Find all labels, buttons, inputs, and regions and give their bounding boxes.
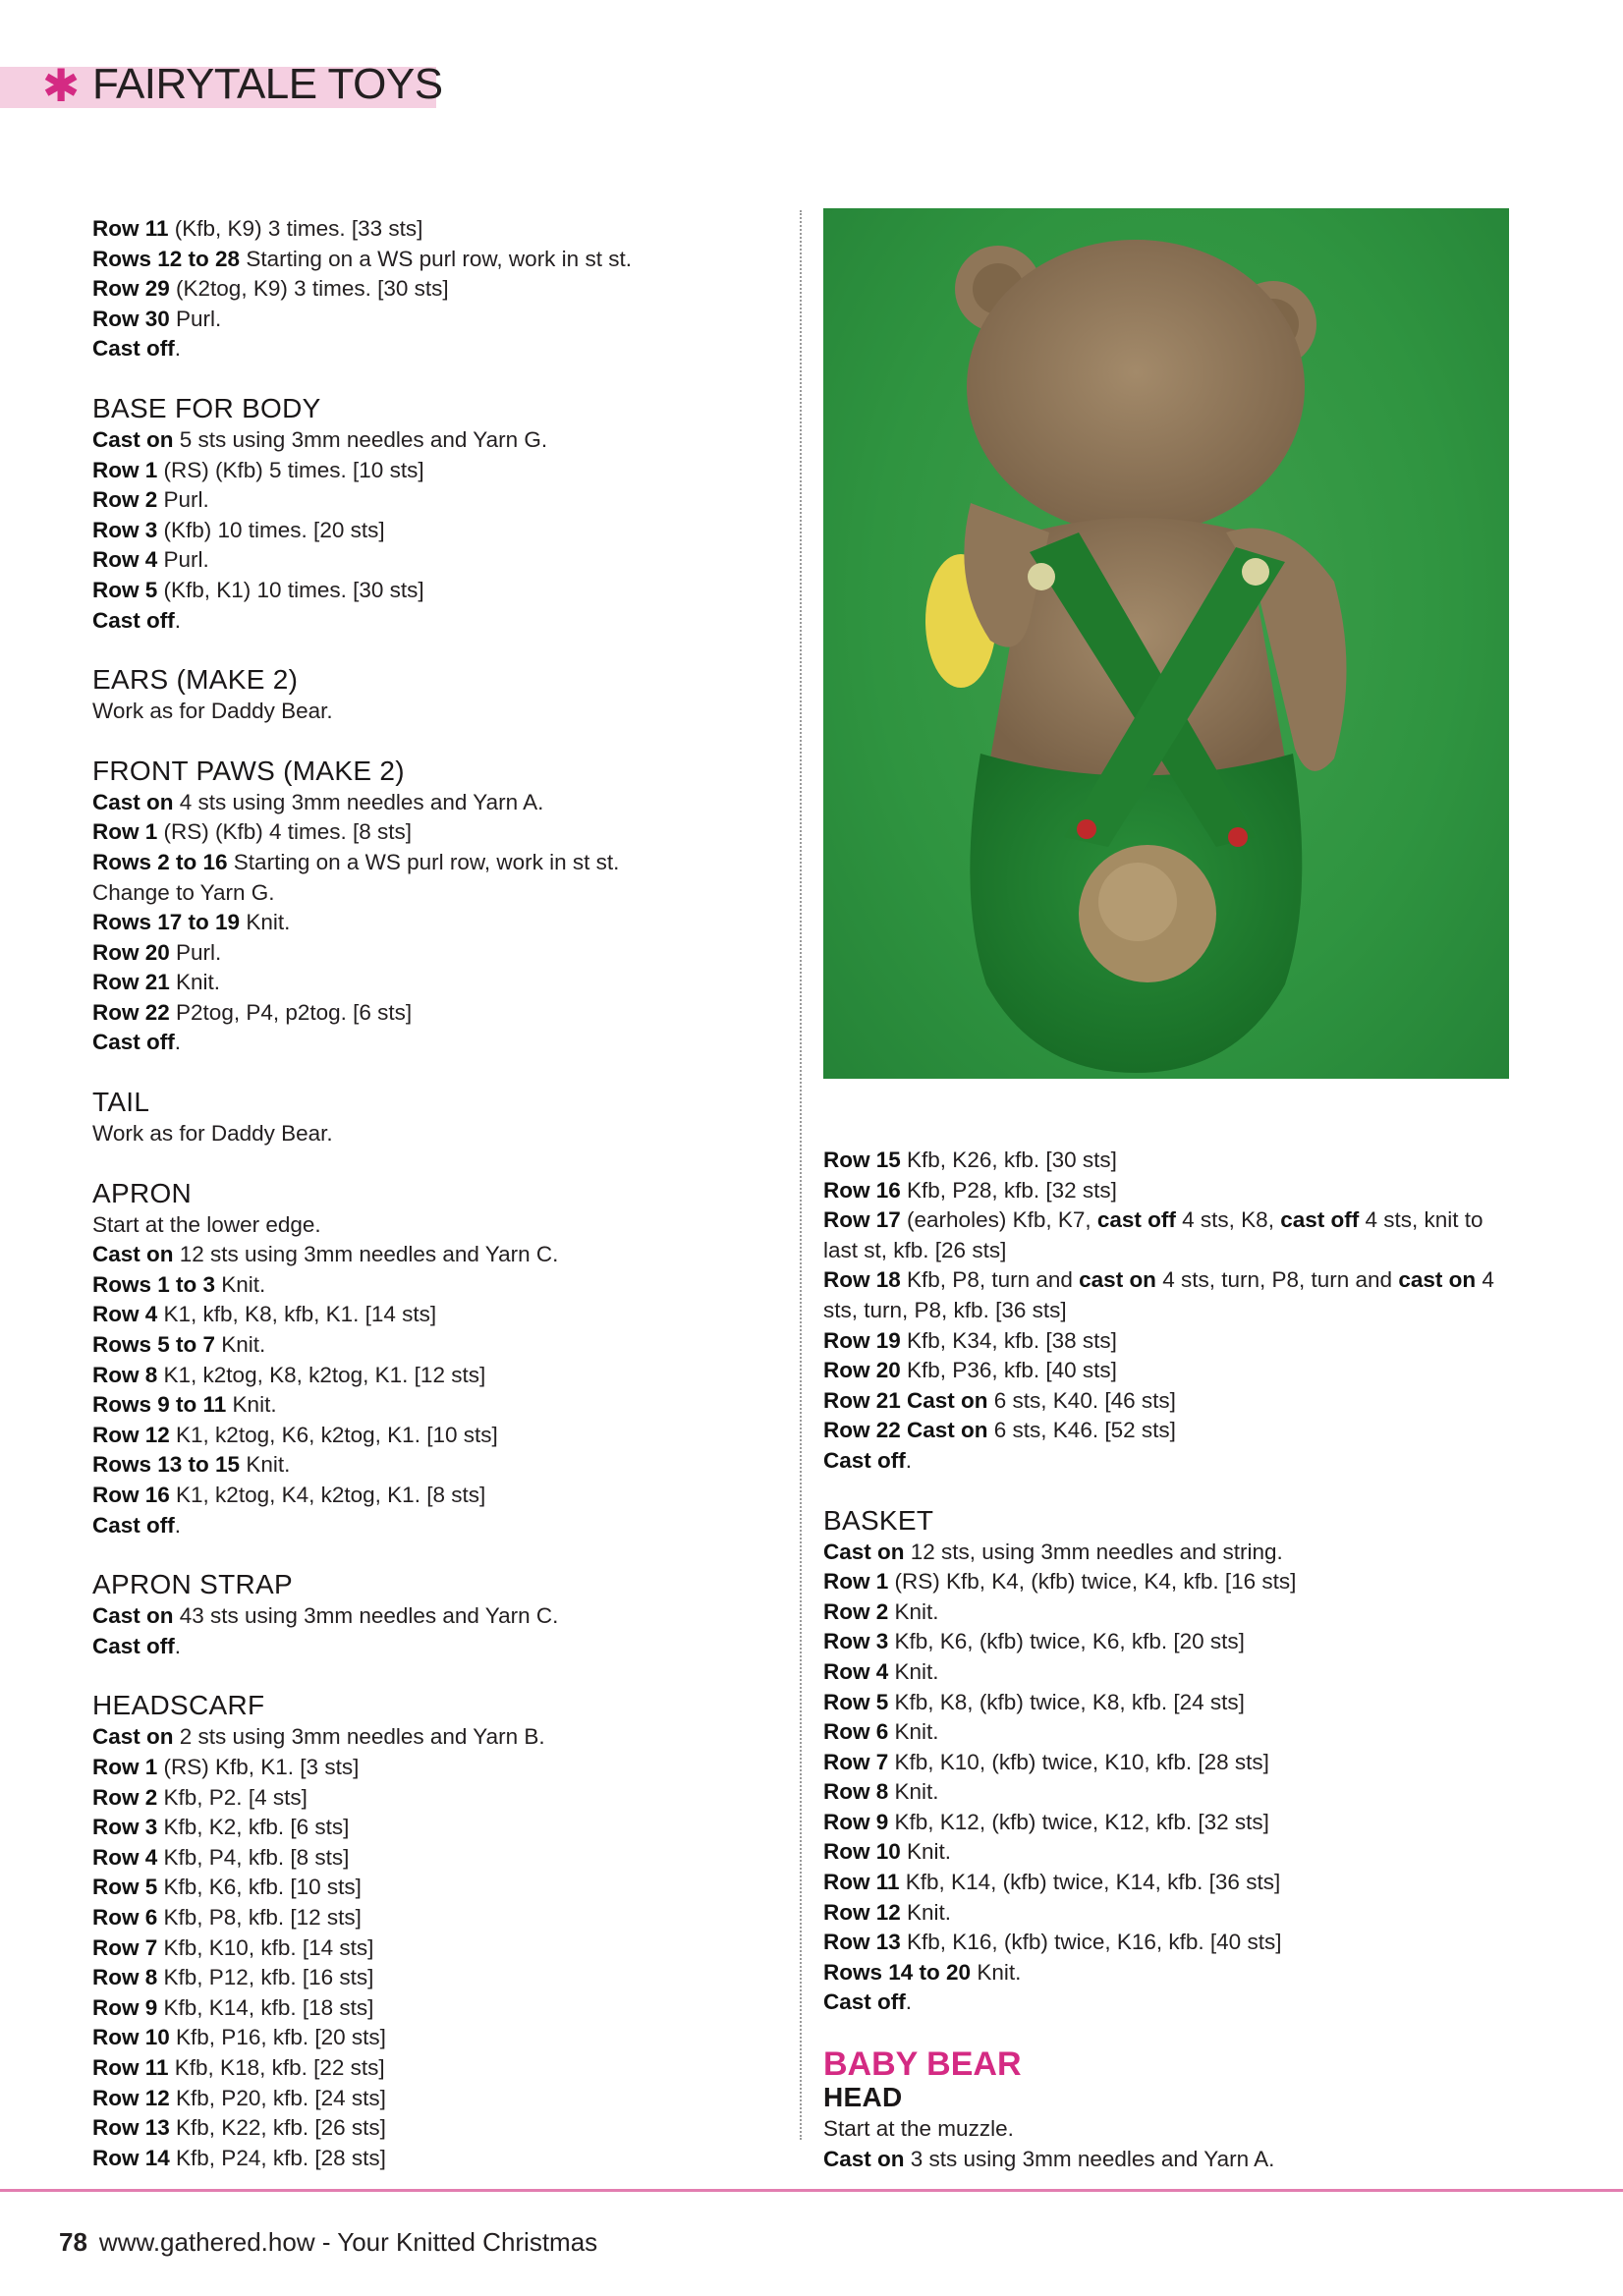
ears-section <box>92 663 800 727</box>
section-heading: TAIL <box>92 1087 150 1118</box>
headscarf-section <box>92 1689 800 2173</box>
pattern-line: Work as for Daddy Bear. <box>92 1121 333 1147</box>
pattern-line: Row 4 Purl. <box>92 547 209 573</box>
pattern-line: Cast on 5 sts using 3mm needles and Yarn G. <box>92 426 548 452</box>
apron-strap-section <box>92 1568 800 1661</box>
pattern-line: Rows 5 to 7 Knit. <box>92 1332 266 1358</box>
pattern-line: Rows 14 to 20 Knit. <box>823 1959 1022 1985</box>
pattern-line: Rows 9 to 11 Knit. <box>92 1392 277 1418</box>
pattern-line: Row 2 Knit. <box>823 1598 939 1624</box>
pattern-line: Row 13 Kfb, K22, kfb. [26 sts] <box>92 2115 386 2141</box>
pattern-line: Cast off. <box>92 607 182 633</box>
pattern-line: Rows 13 to 15 Knit. <box>92 1452 291 1478</box>
pattern-line: Row 2 Kfb, P2. [4 sts] <box>92 1784 308 1810</box>
page-number: 78 <box>59 2227 87 2257</box>
pattern-line: Row 1 (RS) (Kfb) 5 times. [10 sts] <box>92 457 424 482</box>
pattern-line: Row 21 Cast on 6 sts, K40. [46 sts] <box>823 1387 1176 1413</box>
pattern-line: Row 16 K1, k2tog, K4, k2tog, K1. [8 sts] <box>92 1483 486 1507</box>
pattern-line: Cast on 3 sts using 3mm needles and Yarn A. <box>823 2146 1275 2171</box>
pattern-line: Row 11 (Kfb, K9) 3 times. [33 sts] <box>92 216 423 241</box>
front-paws-section <box>92 755 800 1058</box>
teddy-bear-icon <box>823 208 1509 1079</box>
pattern-line: Row 4 Kfb, P4, kfb. [8 sts] <box>92 1844 350 1870</box>
footer-rule <box>0 2189 1623 2192</box>
pattern-line: Row 6 Knit. <box>823 1719 939 1745</box>
section-heading: HEAD <box>823 2082 903 2113</box>
section-heading: FRONT PAWS (MAKE 2) <box>92 755 405 786</box>
pattern-line: Row 19 Kfb, K34, kfb. [38 sts] <box>823 1327 1117 1353</box>
pattern-line: Row 14 Kfb, P24, kfb. [28 sts] <box>92 2145 386 2170</box>
pattern-line: Row 11 Kfb, K14, (kfb) twice, K14, kfb. [36 sts] <box>823 1870 1281 1895</box>
pattern-line: Row 3 Kfb, K6, (kfb) twice, K6, kfb. [20 sts] <box>823 1629 1245 1654</box>
left-column <box>92 214 800 2173</box>
pattern-line: Cast off. <box>823 1989 913 2015</box>
pattern-line: Row 7 Kfb, K10, kfb. [14 sts] <box>92 1934 374 1960</box>
pattern-line: Row 3 (Kfb) 10 times. [20 sts] <box>92 517 385 542</box>
pattern-line: Row 20 Kfb, P36, kfb. [40 sts] <box>823 1358 1117 1383</box>
pattern-line: Row 4 Knit. <box>823 1658 939 1684</box>
headscarf-continued-section <box>823 1146 1511 1477</box>
section-heading: HEADSCARF <box>92 1690 265 1721</box>
pattern-line: Row 5 (Kfb, K1) 10 times. [30 sts] <box>92 577 424 602</box>
pattern-line: Cast off. <box>92 1633 182 1658</box>
pattern-line: Row 12 Knit. <box>823 1899 952 1925</box>
pattern-line: Cast off. <box>92 336 182 362</box>
pattern-line: Start at the lower edge. <box>92 1211 321 1237</box>
pattern-line: Cast on 12 sts, using 3mm needles and string. <box>823 1539 1283 1564</box>
right-column <box>823 1146 1511 2174</box>
pattern-line: Row 21 Knit. <box>92 970 221 995</box>
baby-bear-section <box>823 2045 1511 2174</box>
pattern-line: Row 8 Kfb, P12, kfb. [16 sts] <box>92 1965 374 1990</box>
teddy-bear-photo <box>823 208 1509 1079</box>
page-footer <box>59 2226 597 2258</box>
pattern-line: Row 13 Kfb, K16, (kfb) twice, K16, kfb. [40 sts] <box>823 1930 1282 1955</box>
pattern-line: Row 4 K1, kfb, K8, kfb, K1. [14 sts] <box>92 1302 437 1327</box>
pattern-line: Work as for Daddy Bear. <box>92 699 333 724</box>
pattern-line: Row 1 (RS) (Kfb) 4 times. [8 sts] <box>92 819 413 845</box>
pattern-line: Cast off. <box>823 1447 913 1473</box>
pattern-line: Row 30 Purl. <box>92 306 222 331</box>
pattern-line: Rows 17 to 19 Knit. <box>92 910 291 935</box>
pattern-line: Row 12 Kfb, P20, kfb. [24 sts] <box>92 2085 386 2110</box>
pattern-line: Row 20 Purl. <box>92 939 222 965</box>
pattern-line: Row 8 Knit. <box>823 1779 939 1805</box>
pattern-line: Cast on 2 sts using 3mm needles and Yarn B. <box>92 1724 545 1750</box>
section-heading: APRON <box>92 1177 193 1208</box>
footer-text: www.gathered.how - Your Knitted Christmas <box>98 2227 598 2257</box>
pattern-line: Row 5 Kfb, K6, kfb. [10 sts] <box>92 1875 362 1900</box>
pattern-line: Row 9 Kfb, K14, kfb. [18 sts] <box>92 1994 374 2020</box>
section-heading: BASKET <box>823 1504 934 1536</box>
section-heading: APRON STRAP <box>92 1569 294 1600</box>
tail-section <box>92 1086 800 1149</box>
pattern-line: Row 9 Kfb, K12, (kfb) twice, K12, kfb. [32 sts] <box>823 1809 1269 1834</box>
pattern-line: Row 11 Kfb, K18, kfb. [22 sts] <box>92 2054 385 2080</box>
flower-icon: ✱ <box>41 60 81 111</box>
pattern-line: Row 7 Kfb, K10, (kfb) twice, K10, kfb. [28 sts] <box>823 1749 1269 1774</box>
pattern-line: Row 6 Kfb, P8, kfb. [12 sts] <box>92 1904 362 1930</box>
pattern-line: Change to Yarn G. <box>92 879 275 905</box>
pattern-line: Row 10 Knit. <box>823 1839 952 1865</box>
pattern-line: Row 15 Kfb, K26, kfb. [30 sts] <box>823 1148 1117 1172</box>
pattern-line: Row 1 (RS) Kfb, K4, (kfb) twice, K4, kfb. [16 sts] <box>823 1569 1297 1595</box>
pattern-line: Row 22 P2tog, P4, p2tog. [6 sts] <box>92 999 413 1025</box>
pattern-title: BABY BEAR <box>823 2045 1022 2084</box>
section-heading: BASE FOR BODY <box>92 392 321 423</box>
pattern-line: Cast off. <box>92 1512 182 1538</box>
pattern-line: Row 2 Purl. <box>92 487 209 513</box>
pattern-line: Row 29 (K2tog, K9) 3 times. [30 sts] <box>92 276 449 302</box>
pattern-line: Row 5 Kfb, K8, (kfb) twice, K8, kfb. [24 sts] <box>823 1689 1245 1714</box>
pattern-line: Rows 2 to 16 Starting on a WS purl row, work in st st. <box>92 849 620 874</box>
pattern-line: Row 18 Kfb, P8, turn and cast on 4 sts, turn, P8, turn and cast on 4 sts, turn, P8, kfb. [36 sts] <box>823 1267 1494 1322</box>
pattern-line: Cast on 4 sts using 3mm needles and Yarn A. <box>92 789 544 814</box>
pattern-line: Row 17 (earholes) Kfb, K7, cast off 4 sts, K8, cast off 4 sts, knit to last st, kfb. [26 sts] <box>823 1207 1483 1262</box>
pattern-line: Row 16 Kfb, P28, kfb. [32 sts] <box>823 1177 1117 1203</box>
section-title: FAIRYTALE TOYS <box>92 60 443 108</box>
pattern-line: Row 12 K1, k2tog, K6, k2tog, K1. [10 sts] <box>92 1422 498 1447</box>
pattern-line: Rows 12 to 28 Starting on a WS purl row, work in st st. <box>92 246 632 271</box>
base-for-body-section <box>92 392 800 636</box>
pattern-line: Row 3 Kfb, K2, kfb. [6 sts] <box>92 1815 350 1840</box>
basket-section <box>823 1504 1511 2019</box>
column-divider <box>800 210 802 2140</box>
section-heading: EARS (MAKE 2) <box>92 664 299 696</box>
pattern-line: Rows 1 to 3 Knit. <box>92 1271 266 1297</box>
pattern-line: Cast off. <box>92 1030 182 1055</box>
body-continued-section <box>92 214 800 364</box>
pattern-line: Cast on 43 sts using 3mm needles and Yarn C. <box>92 1603 559 1629</box>
pattern-line: Row 1 (RS) Kfb, K1. [3 sts] <box>92 1754 360 1779</box>
pattern-line: Cast on 12 sts using 3mm needles and Yarn C. <box>92 1242 559 1267</box>
pattern-line: Row 8 K1, k2tog, K8, k2tog, K1. [12 sts] <box>92 1362 486 1387</box>
apron-section <box>92 1177 800 1541</box>
pattern-line: Start at the muzzle. <box>823 2116 1014 2142</box>
pattern-line: Row 22 Cast on 6 sts, K46. [52 sts] <box>823 1418 1176 1443</box>
pattern-line: Row 10 Kfb, P16, kfb. [20 sts] <box>92 2025 386 2050</box>
